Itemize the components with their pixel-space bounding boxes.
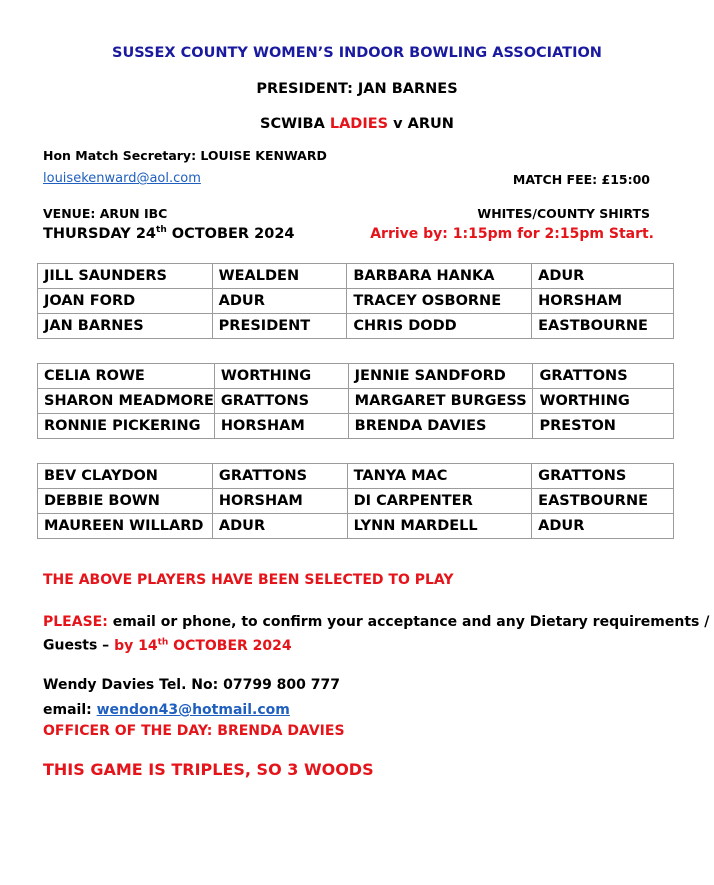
dress-code: WHITES/COUNTY SHIRTS	[477, 206, 650, 221]
contact-email-line	[43, 702, 290, 718]
player-club: PRESIDENT	[212, 314, 347, 339]
player-club: EASTBOURNE	[532, 314, 674, 339]
player-club: GRATTONS	[212, 464, 347, 489]
rink-table-1	[37, 263, 674, 339]
table-row	[38, 464, 674, 489]
match-prefix: SCWIBA	[260, 116, 330, 132]
player-name: TRACEY OSBORNE	[347, 289, 532, 314]
guests-text: Guests –	[43, 637, 115, 654]
player-club: WORTHING	[533, 389, 674, 414]
email-label: email:	[43, 702, 97, 718]
table-row	[38, 289, 674, 314]
player-name: JENNIE SANDFORD	[348, 364, 533, 389]
association-title: SUSSEX COUNTY WOMEN’S INDOOR BOWLING ASSOCIATION	[112, 45, 602, 61]
player-name: JOAN FORD	[38, 289, 213, 314]
player-name: BEV CLAYDON	[38, 464, 213, 489]
player-name: RONNIE PICKERING	[38, 414, 215, 439]
date-sup: th	[156, 225, 167, 235]
table-row	[38, 489, 674, 514]
officer-of-the-day: OFFICER OF THE DAY: BRENDA DAVIES	[43, 723, 345, 739]
contact-phone: Wendy Davies Tel. No: 07799 800 777	[43, 677, 341, 693]
player-club: WORTHING	[214, 364, 348, 389]
player-name: BRENDA DAVIES	[348, 414, 533, 439]
president-line: PRESIDENT: JAN BARNES	[256, 81, 458, 97]
player-club: ADUR	[212, 514, 347, 539]
table-row	[38, 414, 674, 439]
player-club: GRATTONS	[533, 364, 674, 389]
match-suffix: v ARUN	[388, 116, 454, 132]
player-name: CELIA ROWE	[38, 364, 215, 389]
player-club: WEALDEN	[212, 264, 347, 289]
player-name: LYNN MARDELL	[347, 514, 532, 539]
please-line	[43, 614, 709, 630]
secretary-email-link[interactable]: louisekenward@aol.com	[43, 171, 201, 186]
match-ladies: LADIES	[329, 116, 389, 132]
guests-line	[43, 637, 292, 654]
player-club: ADUR	[532, 264, 674, 289]
hon-secretary: Hon Match Secretary: LOUISE KENWARD	[43, 148, 327, 163]
triples-notice: THIS GAME IS TRIPLES, SO 3 WOODS	[43, 760, 374, 779]
match-fee: MATCH FEE: £15:00	[512, 172, 650, 187]
table-row	[38, 264, 674, 289]
selected-notice: THE ABOVE PLAYERS HAVE BEEN SELECTED TO PLAY	[43, 572, 454, 588]
date-rest: OCTOBER 2024	[166, 225, 295, 242]
table-row	[38, 514, 674, 539]
deadline-prefix: by 14	[114, 637, 158, 654]
contact-email-link[interactable]: wendon43@hotmail.com	[96, 702, 290, 718]
match-date	[43, 225, 295, 242]
player-club: GRATTONS	[214, 389, 348, 414]
table-row	[38, 389, 674, 414]
player-name: JILL SAUNDERS	[38, 264, 213, 289]
player-name: SHARON MEADMORE	[38, 389, 215, 414]
deadline-rest: OCTOBER 2024	[168, 637, 292, 654]
rink-table-3	[37, 463, 674, 539]
table-row	[38, 364, 674, 389]
player-club: HORSHAM	[212, 489, 347, 514]
player-name: BARBARA HANKA	[347, 264, 532, 289]
match-title	[0, 116, 714, 132]
player-club: PRESTON	[533, 414, 674, 439]
venue: VENUE: ARUN IBC	[43, 206, 168, 221]
date-day: THURSDAY 24	[43, 225, 157, 242]
player-club: GRATTONS	[532, 464, 674, 489]
player-name: JAN BARNES	[38, 314, 213, 339]
arrival-time: Arrive by: 1:15pm for 2:15pm Start.	[370, 226, 654, 242]
player-club: HORSHAM	[532, 289, 674, 314]
please-text: email or phone, to confirm your acceptance and any Dietary requirements /	[107, 614, 710, 630]
table-row	[38, 314, 674, 339]
deadline-sup: th	[157, 637, 169, 647]
player-club: ADUR	[212, 289, 347, 314]
player-club: EASTBOURNE	[532, 489, 674, 514]
player-club: HORSHAM	[214, 414, 348, 439]
player-name: DI CARPENTER	[347, 489, 532, 514]
player-name: MARGARET BURGESS	[348, 389, 533, 414]
player-name: CHRIS DODD	[347, 314, 532, 339]
please-label: PLEASE:	[43, 614, 108, 630]
player-name: DEBBIE BOWN	[38, 489, 213, 514]
deadline	[114, 638, 292, 654]
rink-table-2	[37, 363, 674, 439]
player-club: ADUR	[532, 514, 674, 539]
player-name: MAUREEN WILLARD	[38, 514, 213, 539]
player-name: TANYA MAC	[347, 464, 532, 489]
